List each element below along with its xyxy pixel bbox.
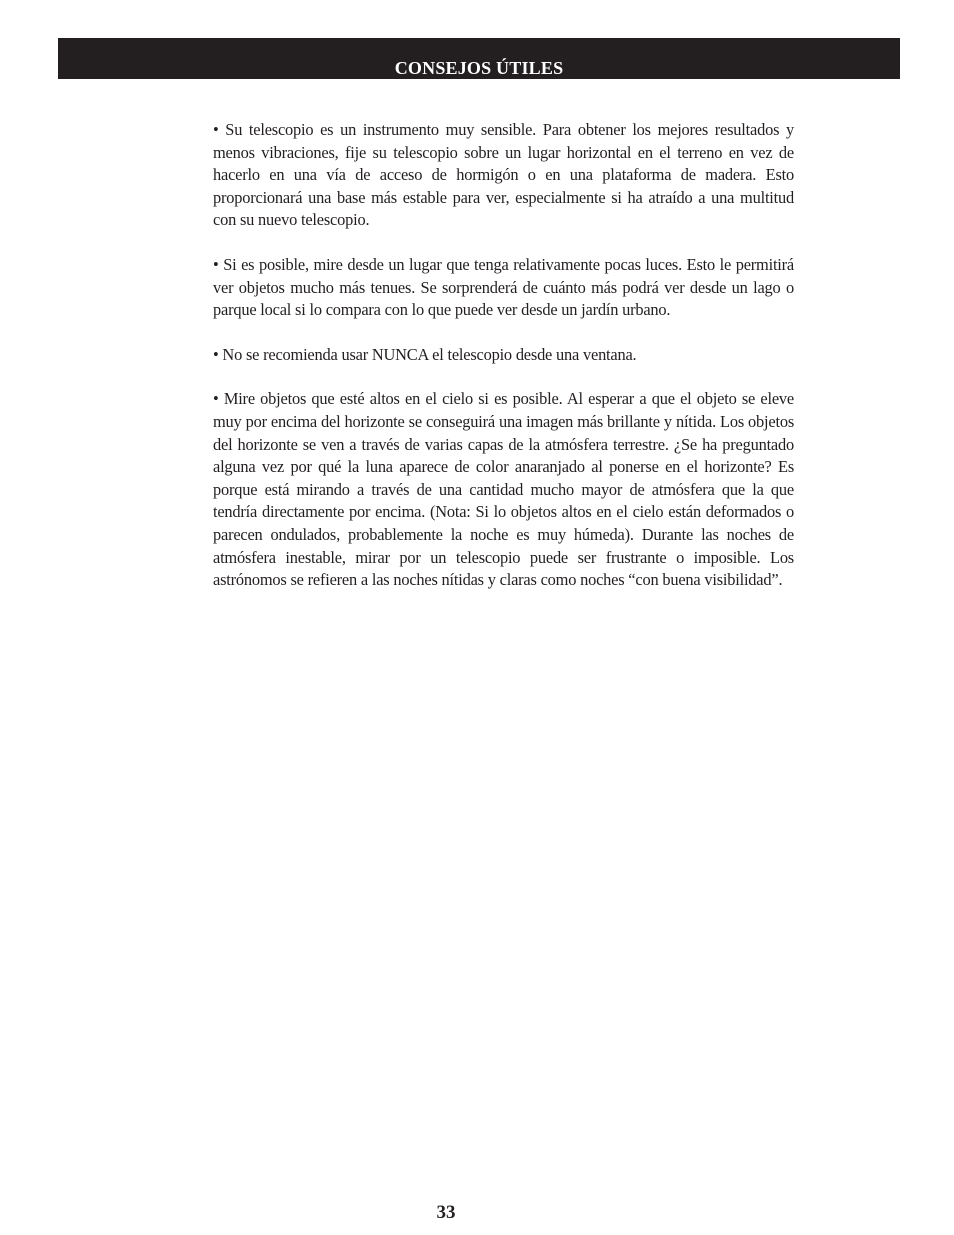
- tip-paragraph-4: • Mire objetos que esté altos en el cielo si es posible. Al esperar a que el objeto se eleve muy por encima del horizonte se conseguirá una imagen más brillante y nítida. Los objetos del horizonte se ven a través de varias capas de la atmósfera terrestre. ¿Se ha preguntado alguna vez por qué la luna aparece de color anaranjado al ponerse en el horizonte? Es porque está mirando a través de una cantidad mucho mayor de atmósfera que la que tendría directamente por encima. (Nota: Si lo objetos altos en el cielo están deformados o parecen ondulados, probablemente la noche es muy húmeda). Durante las noches de atmósfera inestable, mirar por un telescopio puede ser frustrante o imposible. Los astrónomos se refieren a las noches nítidas y claras como noches “con buena visibilidad”.: [213, 389, 794, 590]
- tip-paragraph-2: • Si es posible, mire desde un lugar que tenga relativamente pocas luces. Esto le permitirá ver objetos mucho más tenues. Se sorprenderá de cuánto más podrá ver desde un lago o parque local si lo compara con lo que puede ver desde un jardín urbano.: [213, 254, 794, 320]
- section-header-bar: [58, 38, 900, 79]
- tips-content: [213, 119, 794, 614]
- tip-paragraph-1: • Su telescopio es un instrumento muy sensible. Para obtener los mejores resultados y menos vibraciones, fije su telescopio sobre un lugar horizontal en el terreno en vez de hacerlo en una vía de acceso de hormigón o en una plataforma de madera. Esto proporcionará una base más estable para ver, especialmente si ha atraído a una multitud con su nuevo telescopio.: [213, 120, 794, 230]
- section-title: CONSEJOS ÚTILES: [394, 58, 564, 78]
- page-number: 33: [436, 1202, 456, 1223]
- tip-paragraph-3: • No se recomienda usar NUNCA el telescopio desde una ventana.: [213, 344, 637, 364]
